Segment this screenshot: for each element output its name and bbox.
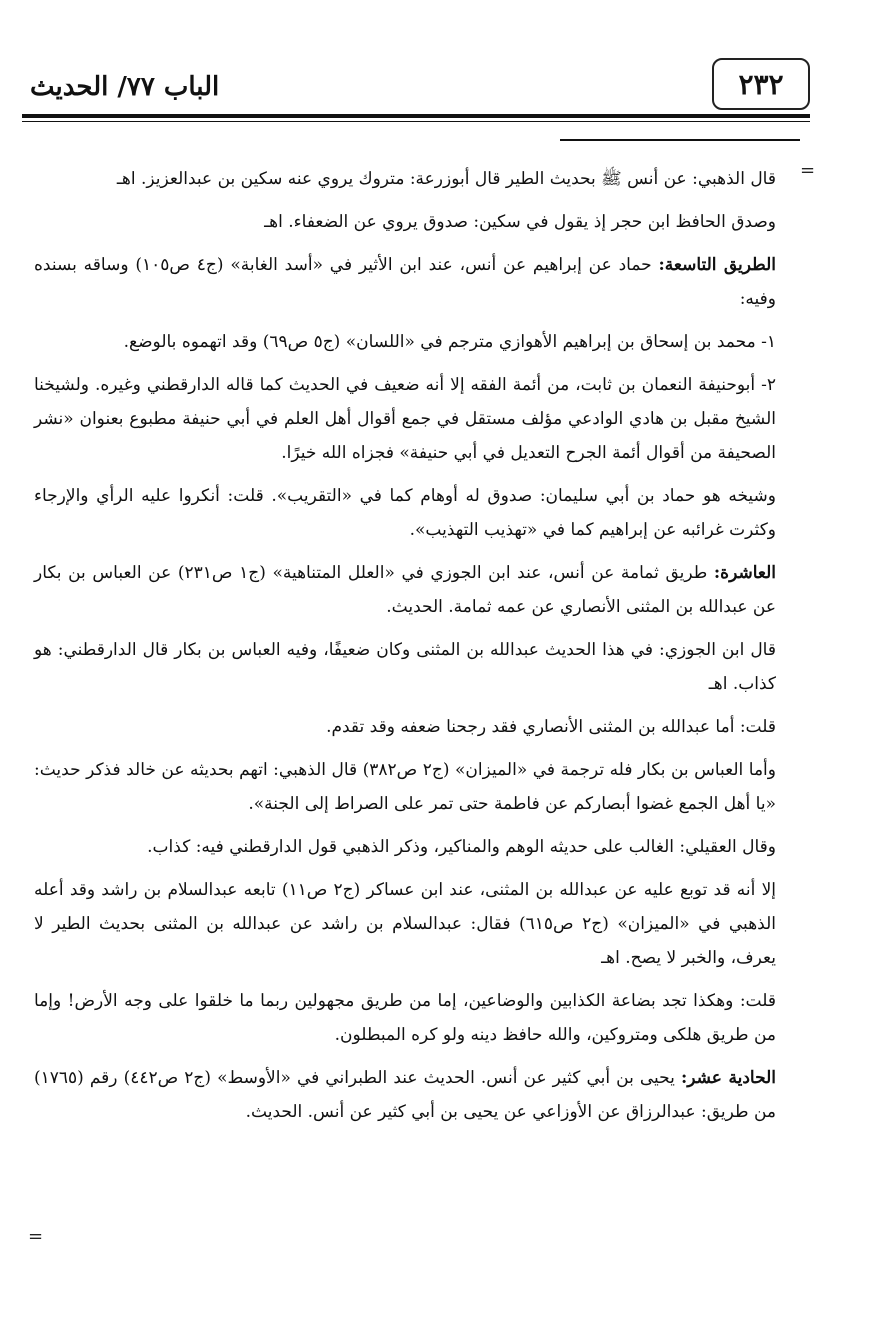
header-rule-thin bbox=[22, 121, 810, 122]
paragraph-text: ١- محمد بن إسحاق بن إبراهيم الأهوازي مترجم في «اللسان» (ج٥ ص٦٩) وقد اتهموه بالوضع. bbox=[123, 332, 776, 352]
paragraph-text: طريق ثمامة عن أنس، عند ابن الجوزي في «العلل المتناهية» (ج١ ص٢٣١) عن العباس بن بكار عن عبدالله بن المثنى الأنصاري عن عمه ثمامة. الحديث. bbox=[34, 563, 776, 617]
paragraph bbox=[34, 556, 776, 624]
paragraph bbox=[34, 248, 776, 316]
paragraph-lead: العاشرة: bbox=[713, 563, 776, 583]
paragraph bbox=[34, 1061, 776, 1129]
paragraph bbox=[34, 368, 776, 470]
paragraph bbox=[34, 984, 776, 1052]
margin-mark-top: = bbox=[800, 160, 816, 181]
page-number: ٢٣٢ bbox=[712, 58, 810, 110]
body-text bbox=[34, 162, 776, 1138]
paragraph bbox=[34, 162, 776, 196]
paragraph bbox=[34, 710, 776, 744]
paragraph-lead: الطريق التاسعة: bbox=[658, 255, 776, 275]
chapter-title: الباب ٧٧/ الحديث bbox=[30, 72, 220, 102]
paragraph-text: وأما العباس بن بكار فله ترجمة في «الميزان» (ج٢ ص٣٨٢) قال الذهبي: اتهم بحديثه عن خالد فذكر حديث: «يا أهل الجمع غضوا أبصاركم عن فاطمة حتى تمر على الصراط إلى الجنة». bbox=[34, 760, 776, 814]
paragraph bbox=[34, 479, 776, 547]
paragraph bbox=[34, 633, 776, 701]
paragraph-lead: الحادية عشر: bbox=[680, 1068, 776, 1088]
paragraph-text: وصدق الحافظ ابن حجر إذ يقول في سكين: صدوق يروي عن الضعفاء. اهـ bbox=[264, 212, 776, 232]
paragraph-text: إلا أنه قد توبع عليه عن عبدالله بن المثنى، عند ابن عساكر (ج٢ ص١١) تابعه عبدالسلام بن راشد وقد أعله الذهبي في «الميزان» (ج٢ ص٦١٥) فقال: عبدالسلام بن راشد عن عبدالله بن المثنى بحديث الطير لا يعرف، والخبر لا يصح. اهـ bbox=[34, 880, 776, 968]
paragraph-text: وشيخه هو حماد بن أبي سليمان: صدوق له أوهام كما في «التقريب». قلت: أنكروا عليه الرأي والإرجاء وكثرت غرائبه عن إبراهيم كما في «تهذيب التهذيب». bbox=[34, 486, 776, 540]
page-header bbox=[22, 58, 810, 124]
separator-rule bbox=[560, 139, 800, 141]
paragraph bbox=[34, 325, 776, 359]
header-rule-thick bbox=[22, 114, 810, 118]
paragraph bbox=[34, 830, 776, 864]
paragraph-text: قال الذهبي: عن أنس ﷺ بحديث الطير قال أبوزرعة: متروك يروي عنه سكين بن عبدالعزيز. اهـ bbox=[116, 169, 776, 189]
paragraph-text: قلت: وهكذا تجد بضاعة الكذابين والوضاعين، إما من طريق مجهولين ربما ما خلقوا على وجه الأرض! وإما من طريق هلكى ومتروكين، والله حافظ دينه ولو كره المبطلون. bbox=[34, 991, 776, 1045]
paragraph bbox=[34, 205, 776, 239]
paragraph-text: ٢- أبوحنيفة النعمان بن ثابت، من أئمة الفقه إلا أنه ضعيف في الحديث كما قاله الدارقطني وغيره. ولشيخنا الشيخ مقبل بن هادي الوادعي مؤلف مستقل في جمع أقوال أهل العلم في أبي حنيفة مطبوع بعنوان «نشر الصحيفة من أقوال أئمة الجرح التعديل في أبي حنيفة» فجزاه الله خيرًا. bbox=[34, 375, 776, 463]
paragraph bbox=[34, 753, 776, 821]
paragraph bbox=[34, 873, 776, 975]
paragraph-text: قال ابن الجوزي: في هذا الحديث عبدالله بن المثنى وكان ضعيفًا، وفيه العباس بن بكار قال الدارقطني: هو كذاب. اهـ bbox=[34, 640, 776, 694]
paragraph-text: قلت: أما عبدالله بن المثنى الأنصاري فقد رجحنا ضعفه وقد تقدم. bbox=[326, 717, 776, 737]
margin-mark-bottom: = bbox=[28, 1226, 44, 1247]
paragraph-text: وقال العقيلي: الغالب على حديثه الوهم والمناكير، وذكر الذهبي قول الدارقطني فيه: كذاب. bbox=[147, 837, 776, 857]
paragraph-text: يحيى بن أبي كثير عن أنس. الحديث عند الطبراني في «الأوسط» (ج٢ ص٤٤٢) رقم (١٧٦٥) من طريق: عبدالرزاق عن الأوزاعي عن يحيى بن أبي كثير عن أنس. الحديث. bbox=[34, 1068, 776, 1122]
paragraph-text: حماد عن إبراهيم عن أنس، عند ابن الأثير في «أسد الغابة» (ج٤ ص١٠٥) وساقه بسنده وفيه: bbox=[34, 255, 776, 309]
